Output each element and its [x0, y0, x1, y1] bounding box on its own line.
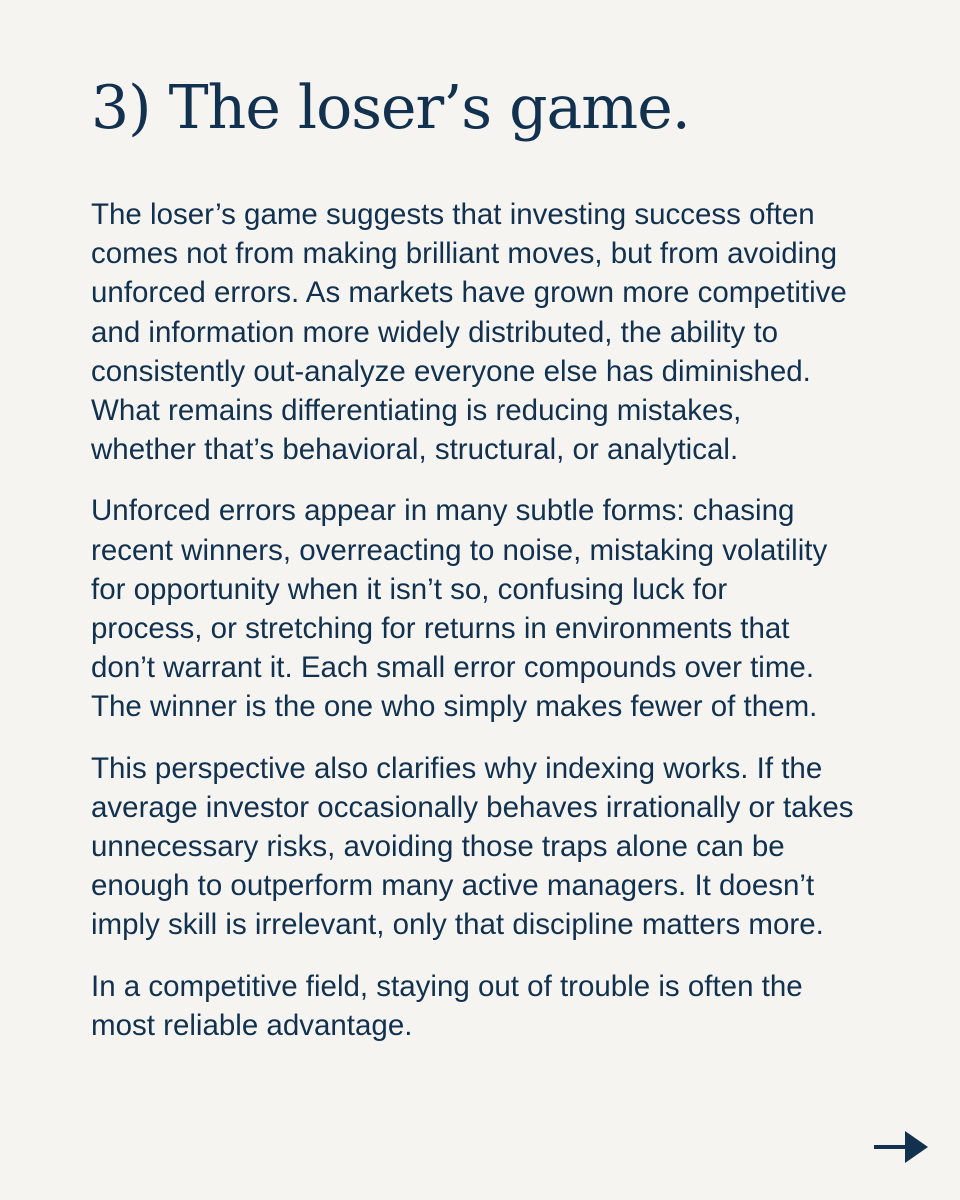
text-line: for opportunity when it isn’t so, confusing luck for	[91, 572, 728, 606]
text-line: enough to outperform many active managers. It doesn’t	[91, 869, 815, 903]
page-title: 3) The loser’s game.	[91, 73, 690, 143]
paragraph-3	[91, 749, 901, 945]
text-line: The winner is the one who simply makes fewer of them.	[91, 690, 818, 724]
text-line: don’t warrant it. Each small error compounds over time.	[91, 651, 815, 685]
text-line: The loser’s game suggests that investing success often	[91, 198, 815, 231]
arrow-right-icon	[873, 1129, 929, 1165]
text-line: What remains differentiating is reducing mistakes,	[91, 394, 742, 428]
text-line: most reliable advantage.	[91, 1008, 413, 1042]
text-line: imply skill is irrelevant, only that discipline matters more.	[91, 908, 824, 942]
text-line: recent winners, overreacting to noise, mistaking volatility	[91, 533, 828, 567]
paragraph-1	[91, 195, 901, 469]
text-line: average investor occasionally behaves irrationally or takes	[91, 790, 854, 824]
paragraph-2	[91, 491, 901, 726]
text-line: comes not from making brilliant moves, but from avoiding	[91, 237, 837, 271]
text-line: In a competitive field, staying out of trouble is often the	[91, 969, 803, 1003]
text-line: Unforced errors appear in many subtle forms: chasing	[91, 494, 795, 528]
article-body	[91, 195, 901, 1067]
next-slide-button[interactable]	[873, 1129, 929, 1165]
text-line: consistently out-analyze everyone else has diminished.	[91, 354, 811, 388]
text-line: whether that’s behavioral, structural, or analytical.	[91, 433, 739, 467]
text-line: unforced errors. As markets have grown more competitive	[91, 276, 847, 310]
text-line: This perspective also clarifies why indexing works. If the	[91, 751, 823, 785]
text-line: process, or stretching for returns in environments that	[91, 612, 790, 646]
text-line: and information more widely distributed, the ability to	[91, 315, 779, 349]
text-line: unnecessary risks, avoiding those traps alone can be	[91, 830, 785, 864]
paragraph-4	[91, 967, 901, 1045]
